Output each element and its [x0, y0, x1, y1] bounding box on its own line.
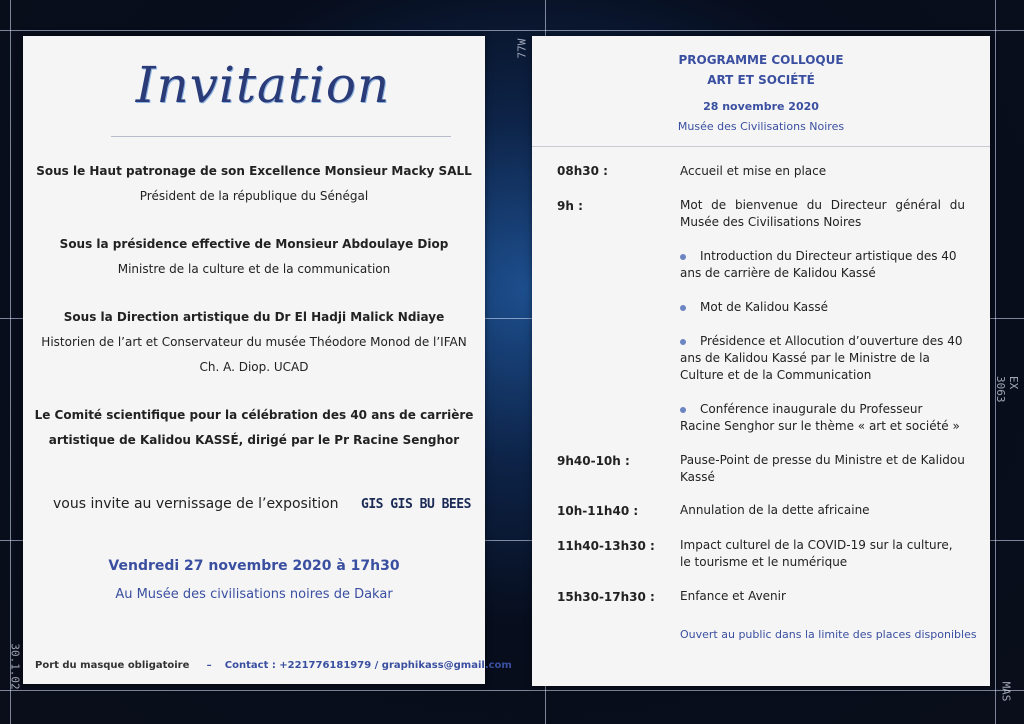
direction-line: Sous la Direction artistique du Dr El Hadji Malick Ndiaye: [63, 310, 445, 324]
bg-line: [10, 0, 11, 724]
presidency-role: Ministre de la culture et de la communication: [117, 262, 391, 276]
contact-info: Contact : +221776181979 / graphikass@gmail.com: [224, 660, 512, 671]
direction-role: Historien de l’art et Conservateur du musée Théodore Monod de l’IFAN: [41, 335, 467, 349]
row-time: 11h40-13h30 :: [557, 539, 655, 553]
direction-role-2: Ch. A. Diop. UCAD: [199, 360, 309, 374]
list-item: [680, 299, 965, 316]
bullet-icon: [680, 339, 686, 345]
bg-line: [0, 690, 1024, 691]
bullet-icon: [680, 305, 686, 311]
event-date: Vendredi 27 novembre 2020 à 17h30: [108, 558, 400, 574]
row-time: 9h :: [557, 199, 583, 213]
bg-line: [0, 30, 1024, 31]
programme-venue: Musée des Civilisations Noires: [677, 120, 845, 133]
footer-dash: –: [206, 660, 212, 671]
patronage-line: Sous le Haut patronage de son Excellence Monsieur Macky SALL: [36, 164, 472, 178]
divider: [532, 146, 990, 147]
programme-card: [532, 36, 990, 686]
list-item: [680, 401, 965, 435]
bg-mark: EX 3063: [994, 376, 1020, 403]
event-venue: Au Musée des civilisations noires de Dakar: [115, 587, 393, 602]
row-time: 15h30-17h30 :: [557, 590, 655, 604]
row-desc: Pause-Point de presse du Ministre et de Kalidou Kassé: [680, 453, 965, 484]
programme-footer: Ouvert au public dans la limite des places disponibles: [680, 628, 977, 641]
row-desc: Mot de bienvenue du Directeur général du Musée des Civilisations Noires: [680, 198, 965, 229]
list-item: [680, 248, 965, 282]
row-desc: Mot de Kalidou Kassé: [700, 300, 828, 314]
presidency-line: Sous la présidence effective de Monsieur Abdoulaye Diop: [59, 237, 449, 251]
bg-mark: MAS: [999, 681, 1013, 702]
row-time: 9h40-10h :: [557, 454, 630, 468]
invitation-title: Invitation: [135, 56, 391, 114]
programme-title-line-1: PROGRAMME COLLOQUE: [678, 53, 844, 67]
committee-line-2: artistique de Kalidou KASSÉ, dirigé par le Pr Racine Senghor: [48, 433, 460, 447]
invite-row: [53, 496, 473, 512]
invitation-card: [23, 36, 512, 684]
row-desc: Présidence et Allocution d’ouverture des 40 ans de Kalidou Kassé par le Ministre de la Culture et de la Communication: [680, 334, 963, 382]
row-desc: Conférence inaugurale du Professeur Racine Senghor sur le thème « art et société »: [680, 402, 960, 433]
programme-date: 28 novembre 2020: [703, 100, 819, 113]
committee-line-1: Le Comité scientifique pour la célébration des 40 ans de carrière: [34, 408, 474, 422]
row-time: 08h30 :: [557, 164, 608, 178]
row-desc: Introduction du Directeur artistique des 40 ans de carrière de Kalidou Kassé: [680, 249, 957, 280]
programme-title: [532, 50, 990, 90]
exhibition-name: GIS GIS BU BEES: [361, 497, 471, 512]
bullet-icon: [680, 407, 686, 413]
programme-title-line-2: ART ET SOCIÉTÉ: [707, 73, 815, 87]
list-item: [680, 333, 965, 384]
mask-notice: Port du masque obligatoire: [35, 660, 190, 671]
footer-row: [35, 660, 512, 671]
row-desc: Accueil et mise en place: [680, 164, 827, 178]
invite-text: vous invite au vernissage de l’exposition: [53, 496, 339, 512]
bg-mark: 77W: [515, 38, 529, 59]
divider: [111, 136, 451, 137]
row-desc: Impact culturel de la COVID-19 sur la culture, le tourisme et le numérique: [680, 538, 953, 569]
bullet-icon: [680, 254, 686, 260]
bg-line: [995, 0, 996, 724]
bg-mark: 30.1.02: [8, 643, 22, 690]
row-time: 10h-11h40 :: [557, 504, 639, 518]
row-desc: Annulation de la dette africaine: [680, 503, 870, 517]
row-desc: Enfance et Avenir: [680, 589, 786, 603]
patronage-role: Président de la république du Sénégal: [139, 189, 369, 203]
